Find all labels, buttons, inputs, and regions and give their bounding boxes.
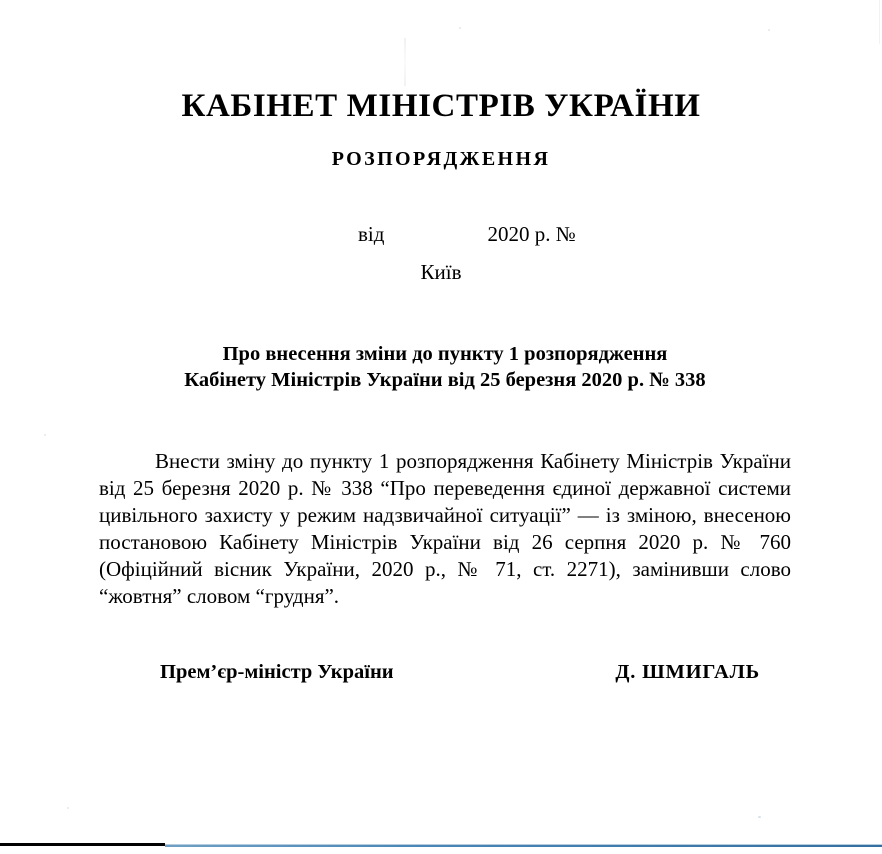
subject-line-2: Кабінету Міністрів України від 25 березня 2020 р. № 338: [184, 369, 706, 391]
date-suffix-label: 2020 р. №: [487, 222, 576, 247]
scan-edge-artifact: [879, 0, 880, 44]
scan-speck: [758, 816, 761, 818]
body-paragraph: Внести зміну до пункту 1 розпорядження Кабінету Міністрів України від 25 березня 2020 р. № 338 “Про переведення єдиної державної системи цивільного захисту у режим надзвичайної ситуації” — із зміною, внесеною постановою Кабінету Міністрів України від 26 серпня 2020 р. № 760 (Офіційний вісник України, 2020 р., № 71, ст. 2271), замінивши слово “жовтня” словом “грудня”.: [99, 449, 791, 608]
subject-line-1: Про внесення зміни до пункту 1 розпорядження: [222, 343, 668, 365]
scan-speck: [768, 29, 770, 31]
signer-position: Прем’єр-міністр України: [160, 661, 394, 683]
footer-rule-blue: [165, 845, 882, 847]
signature-block: [160, 661, 760, 684]
scan-speck: [67, 807, 69, 809]
document-type-heading: РОЗПОРЯДЖЕННЯ: [331, 148, 551, 170]
date-line: [337, 200, 576, 269]
document-subject: [99, 341, 791, 393]
scan-speck: [459, 27, 461, 29]
scan-speck: [44, 434, 46, 436]
date-prefix-label: від: [358, 222, 385, 247]
document-title: КАБІНЕТ МІНІСТРІВ УКРАЇНИ: [181, 88, 701, 124]
signer-name: Д. ШМИГАЛЬ: [615, 661, 760, 683]
scan-streak-artifact: [404, 38, 406, 86]
city-label: Київ: [420, 260, 462, 284]
footer-rule-black: [0, 843, 165, 846]
